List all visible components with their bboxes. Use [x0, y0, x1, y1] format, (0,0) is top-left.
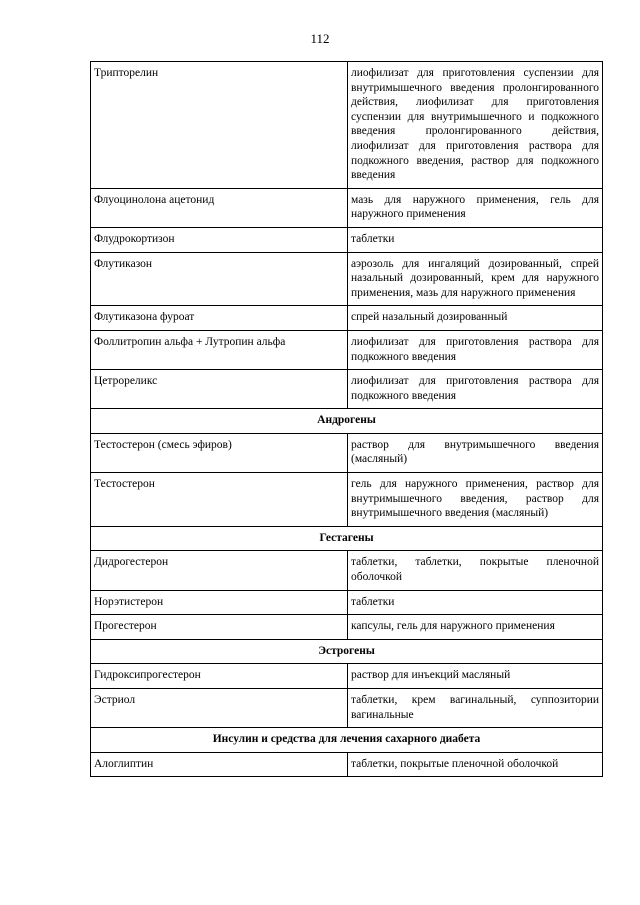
dosage-form-cell: раствор для инъекций масляный — [348, 664, 603, 689]
dosage-form-cell: таблетки, таблетки, покрытые пленочной оболочкой — [348, 551, 603, 590]
page-number: 112 — [310, 31, 330, 46]
drug-name-cell: Цетрореликс — [91, 370, 348, 409]
drug-name-cell: Эстриол — [91, 689, 348, 728]
dosage-form-cell: аэрозоль для ингаляций дозированный, спрей назальный дозированный, крем для наружного применения, мазь для наружного применения — [348, 252, 603, 306]
dosage-form-cell: таблетки — [348, 227, 603, 252]
table-row — [91, 664, 603, 689]
table-row — [91, 590, 603, 615]
section-heading: Эстрогены — [91, 639, 603, 664]
table-row — [91, 370, 603, 409]
section-heading: Андрогены — [91, 409, 603, 434]
table-row — [91, 615, 603, 640]
drug-name-cell: Флудрокортизон — [91, 227, 348, 252]
drug-name-cell: Алоглиптин — [91, 752, 348, 777]
drug-name-cell: Норэтистерон — [91, 590, 348, 615]
drug-name-cell: Гидроксипрогестерон — [91, 664, 348, 689]
dosage-form-cell: таблетки, крем вагинальный, суппозитории вагинальные — [348, 689, 603, 728]
table-row — [91, 473, 603, 527]
dosage-form-cell: лиофилизат для приготовления раствора для подкожного введения — [348, 370, 603, 409]
drug-name-cell: Флутиказона фуроат — [91, 306, 348, 331]
drug-name-cell: Фоллитропин альфа + Лутропин альфа — [91, 330, 348, 369]
drug-table-body — [91, 62, 603, 777]
drug-name-cell: Дидрогестерон — [91, 551, 348, 590]
table-row — [91, 752, 603, 777]
dosage-form-cell: мазь для наружного применения, гель для наружного применения — [348, 188, 603, 227]
table-row — [91, 188, 603, 227]
drug-name-cell: Прогестерон — [91, 615, 348, 640]
table-row — [91, 252, 603, 306]
table-row — [91, 433, 603, 472]
dosage-form-cell: таблетки, покрытые пленочной оболочкой — [348, 752, 603, 777]
drug-name-cell: Тестостерон — [91, 473, 348, 527]
table-row — [91, 227, 603, 252]
dosage-form-cell: раствор для внутримышечного введения (масляный) — [348, 433, 603, 472]
table-row — [91, 306, 603, 331]
drug-name-cell: Флутиказон — [91, 252, 348, 306]
dosage-form-cell: капсулы, гель для наружного применения — [348, 615, 603, 640]
dosage-form-cell: лиофилизат для приготовления раствора для подкожного введения — [348, 330, 603, 369]
table-row — [91, 330, 603, 369]
section-heading-row — [91, 639, 603, 664]
section-heading-row — [91, 526, 603, 551]
dosage-form-cell: спрей назальный дозированный — [348, 306, 603, 331]
drug-name-cell: Тестостерон (смесь эфиров) — [91, 433, 348, 472]
table-row — [91, 62, 603, 189]
drug-table — [90, 61, 603, 777]
section-heading-row — [91, 409, 603, 434]
drug-name-cell: Трипторелин — [91, 62, 348, 189]
section-heading: Инсулин и средства для лечения сахарного диабета — [91, 728, 603, 753]
section-heading-row — [91, 728, 603, 753]
table-row — [91, 689, 603, 728]
dosage-form-cell: лиофилизат для приготовления суспензии для внутримышечного введения пролонгированного действия, лиофилизат для приготовления суспензии для внутримышечного и подкожного введения пролонгированного действия, лиофилизат для приготовления раствора для подкожного введения, раствор для подкожного введения — [348, 62, 603, 189]
section-heading: Гестагены — [91, 526, 603, 551]
table-row — [91, 551, 603, 590]
dosage-form-cell: таблетки — [348, 590, 603, 615]
dosage-form-cell: гель для наружного применения, раствор для внутримышечного введения, раствор для внутримышечного введения (масляный) — [348, 473, 603, 527]
drug-name-cell: Флуоцинолона ацетонид — [91, 188, 348, 227]
